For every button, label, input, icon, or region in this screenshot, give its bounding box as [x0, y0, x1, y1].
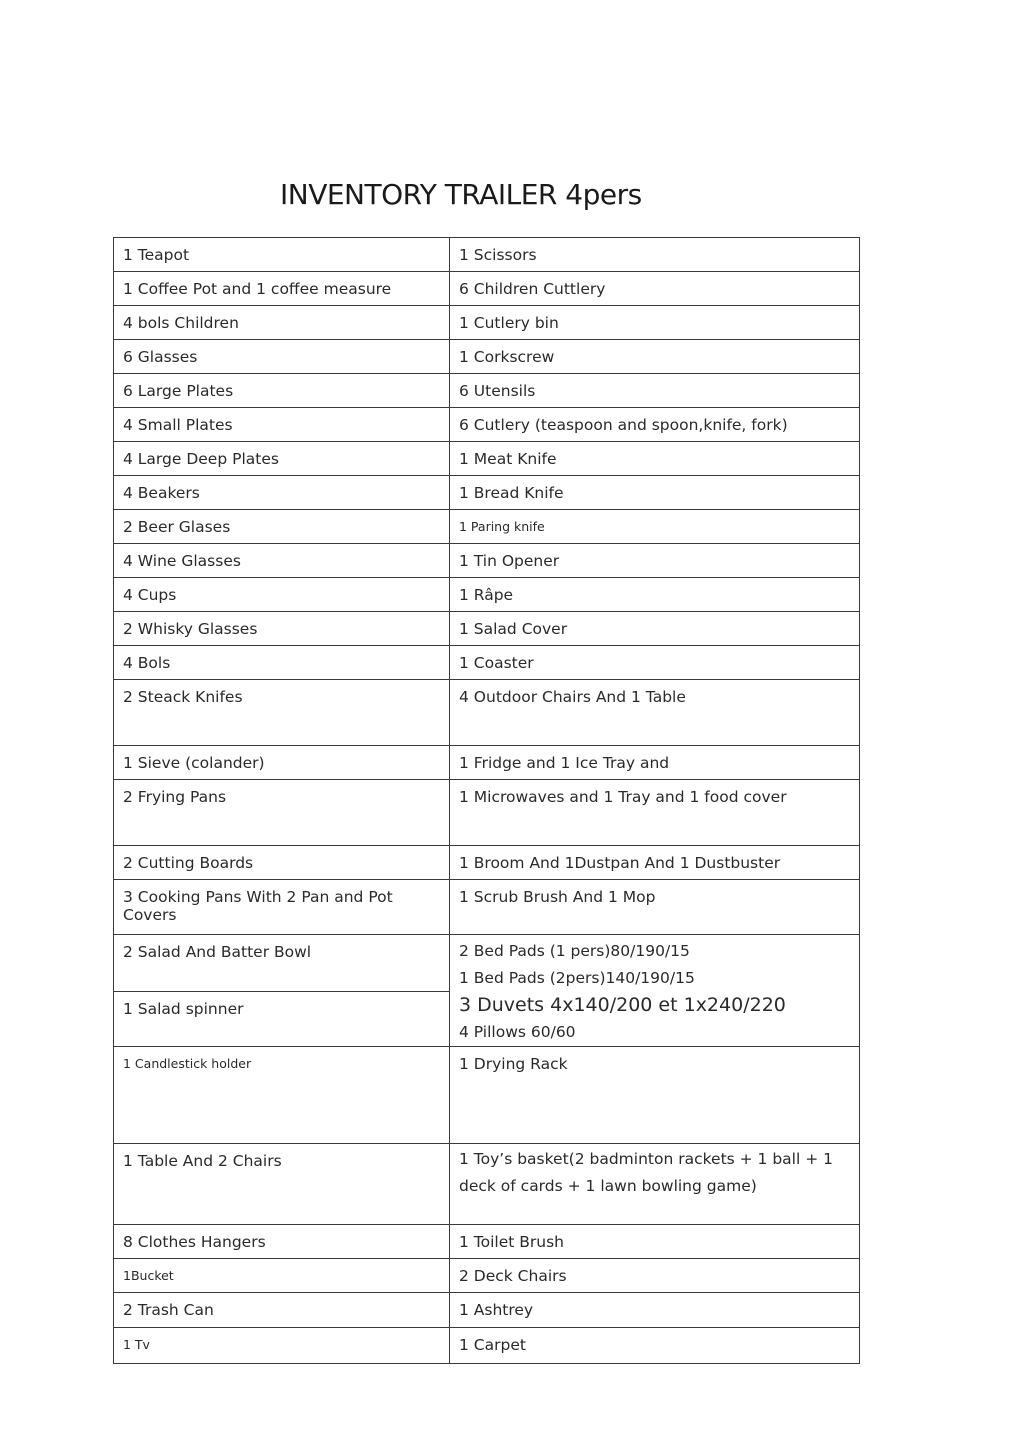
table-cell: 4 Cups — [114, 578, 450, 612]
table-row — [114, 306, 860, 340]
table-cell: 1 Sieve (colander) — [114, 746, 450, 780]
table-row — [114, 1259, 860, 1293]
table-cell: 1 Ashtrey — [450, 1293, 860, 1328]
table-cell: 4 Wine Glasses — [114, 544, 450, 578]
table-cell: 1 Toy’s basket(2 badminton rackets + 1 ball + 1 deck of cards + 1 lawn bowling game) — [450, 1144, 860, 1225]
table-cell: 6 Utensils — [450, 374, 860, 408]
table-cell: 1 Meat Knife — [450, 442, 860, 476]
table-cell: 1 Scrub Brush And 1 Mop — [450, 880, 860, 935]
table-row — [114, 880, 860, 935]
table-cell: 1 Coaster — [450, 646, 860, 680]
inventory-table — [113, 237, 860, 1364]
table-row — [114, 578, 860, 612]
table-cell: 1 Paring knife — [450, 510, 860, 544]
bedding-line: 4 Pillows 60/60 — [459, 1023, 576, 1041]
table-cell: 1 Râpe — [450, 578, 860, 612]
table-row — [114, 544, 860, 578]
table-cell: 1 Fridge and 1 Ice Tray and — [450, 746, 860, 780]
bedding-line: 1 Bed Pads (2pers)140/190/15 — [459, 969, 695, 987]
table-row — [114, 238, 860, 272]
table-cell: 1 Table And 2 Chairs — [114, 1144, 450, 1225]
table-row — [114, 1047, 860, 1144]
bedding-line: 3 Duvets 4x140/200 et 1x240/220 — [459, 994, 786, 1016]
table-row — [114, 1328, 860, 1364]
table-cell: 1 Salad spinner — [114, 991, 450, 1047]
table-cell: 4 Large Deep Plates — [114, 442, 450, 476]
bedding-line: 2 Bed Pads (1 pers)80/190/15 — [459, 942, 690, 960]
table-row — [114, 646, 860, 680]
table-cell: 8 Clothes Hangers — [114, 1225, 450, 1259]
table-row — [114, 1144, 860, 1225]
table-cell: 1 Teapot — [114, 238, 450, 272]
table-cell: 1 Carpet — [450, 1328, 860, 1364]
table-row — [114, 340, 860, 374]
table-cell: 4 Beakers — [114, 476, 450, 510]
table-cell: 1 Tv — [114, 1328, 450, 1364]
table-cell: 2 Whisky Glasses — [114, 612, 450, 646]
table-cell: 1 Bread Knife — [450, 476, 860, 510]
table-cell: 3 Cooking Pans With 2 Pan and Pot Covers — [114, 880, 450, 935]
table-cell: 1 Broom And 1Dustpan And 1 Dustbuster — [450, 846, 860, 880]
table-cell: 6 Children Cuttlery — [450, 272, 860, 306]
table-cell: 1 Corkscrew — [450, 340, 860, 374]
table-cell: 1 Tin Opener — [450, 544, 860, 578]
table-cell: 1 Microwaves and 1 Tray and 1 food cover — [450, 780, 860, 846]
table-row — [114, 612, 860, 646]
document-title: INVENTORY TRAILER 4pers — [280, 178, 642, 211]
table-cell: 2 Deck Chairs — [450, 1259, 860, 1293]
table-row — [114, 1293, 860, 1328]
table-row — [114, 935, 860, 992]
table-cell: 1 Salad Cover — [450, 612, 860, 646]
table-cell: 1 Coffee Pot and 1 coffee measure — [114, 272, 450, 306]
table-cell: 2 Cutting Boards — [114, 846, 450, 880]
table-cell: 1 Candlestick holder — [114, 1047, 450, 1144]
table-cell: 1Bucket — [114, 1259, 450, 1293]
table-cell: 6 Glasses — [114, 340, 450, 374]
table-cell: 2 Steack Knifes — [114, 680, 450, 746]
table-row — [114, 476, 860, 510]
table-cell: 2 Frying Pans — [114, 780, 450, 846]
table-row — [114, 408, 860, 442]
table-cell: 4 bols Children — [114, 306, 450, 340]
table-row — [114, 746, 860, 780]
table-row — [114, 374, 860, 408]
table-row — [114, 272, 860, 306]
table-row — [114, 442, 860, 476]
table-cell: 6 Large Plates — [114, 374, 450, 408]
table-row — [114, 1225, 860, 1259]
bedding-cell — [450, 935, 860, 1047]
table-cell: 4 Outdoor Chairs And 1 Table — [450, 680, 860, 746]
table-cell: 1 Scissors — [450, 238, 860, 272]
table-cell: 2 Trash Can — [114, 1293, 450, 1328]
table-row — [114, 846, 860, 880]
table-cell: 1 Drying Rack — [450, 1047, 860, 1144]
table-row — [114, 780, 860, 846]
table-cell: 1 Cutlery bin — [450, 306, 860, 340]
table-cell: 4 Small Plates — [114, 408, 450, 442]
table-cell: 1 Toilet Brush — [450, 1225, 860, 1259]
table-row — [114, 680, 860, 746]
table-cell: 2 Salad And Batter Bowl — [114, 935, 450, 992]
table-cell: 2 Beer Glases — [114, 510, 450, 544]
table-row — [114, 510, 860, 544]
table-cell: 6 Cutlery (teaspoon and spoon,knife, fork) — [450, 408, 860, 442]
table-cell: 4 Bols — [114, 646, 450, 680]
